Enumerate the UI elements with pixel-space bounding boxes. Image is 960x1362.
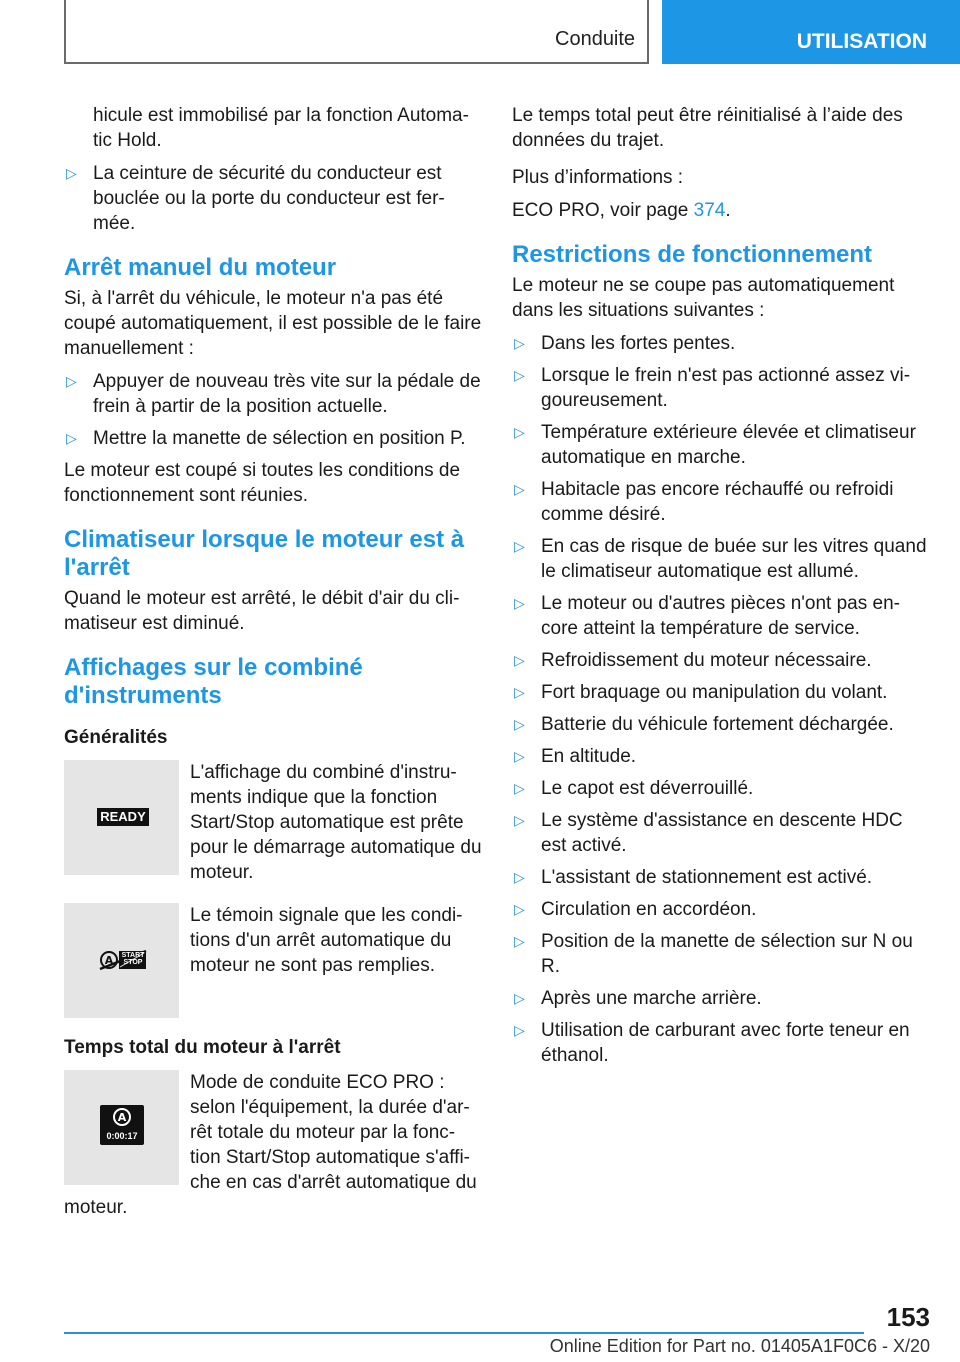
list-item: ▷ Le capot est déverrouillé. [514, 778, 754, 799]
paragraph: Quand le moteur est arrêté, le débit d'air du cli‐matiseur est diminué. [64, 588, 460, 634]
ready-label: READY [97, 808, 149, 826]
list-item: ▷ L'assistant de stationnement est activé. [514, 867, 873, 888]
timer-value: 0:00:17 [106, 1131, 138, 1141]
heading-climatiseur: Climatiseur lorsque le moteur est à l'arrêt [64, 526, 465, 581]
subheading-temps-total: Temps total du moteur à l'arrêt [64, 1037, 341, 1058]
header-section: Conduite [555, 28, 636, 50]
paragraph: Si, à l'arrêt du véhicule, le moteur n'a pas été coupé automatiquement, il est possible de le faire manuellement : [64, 288, 482, 359]
bullet-triangle-icon: ▷ [514, 748, 525, 764]
footer-rule [64, 1332, 864, 1334]
list-item: ▷ Mettre la manette de sélection en position P. [66, 428, 466, 449]
list-item: ▷ La ceinture de sécurité du conducteur est bouclée ou la porte du conducteur est fer‐mée. [66, 163, 445, 234]
figure-caption-tail: moteur. [64, 1197, 128, 1218]
bullet-triangle-icon: ▷ [66, 165, 77, 181]
page-link-374[interactable]: 374 [693, 200, 726, 221]
bullet-triangle-icon: ▷ [514, 812, 525, 828]
figure-caption: Le témoin signale que les condi‐tions d'un arrêt automatique du moteur ne sont pas remplies. [190, 905, 463, 976]
bullet-triangle-icon: ▷ [514, 901, 525, 917]
continuation-list [64, 161, 482, 236]
list-item: ▷ Utilisation de carburant avec forte teneur en éthanol. [514, 1020, 910, 1066]
figure-caption: Mode de conduite ECO PRO : selon l'équipement, la durée d'ar‐rêt totale du moteur par la fonc‐tion Start/Stop automatique s'affi‐che en cas d'arrêt automatique du [190, 1072, 477, 1193]
list-item: ▷ Dans les fortes pentes. [514, 333, 736, 354]
list-item: ▷ En altitude. [514, 746, 637, 767]
left-column [64, 103, 482, 1228]
paragraph: Le moteur ne se coupe pas automatiquement dans les situations suivantes : [512, 275, 895, 321]
svg-text:A: A [117, 1111, 127, 1124]
list-item: ▷ Appuyer de nouveau très vite sur la pédale de frein à partir de la position actuelle. [66, 371, 481, 417]
list-item: ▷ Température extérieure élevée et climatiseur automatique en marche. [514, 422, 916, 468]
list-item: ▷ Fort braquage ou manipulation du volant. [514, 682, 888, 703]
auto-start-stop-icon [100, 1105, 144, 1131]
bullet-triangle-icon: ▷ [514, 335, 525, 351]
bullet-triangle-icon: ▷ [66, 430, 77, 446]
figure-caption: L'affichage du combiné d'instru‐ments indique que la fonction Start/Stop automatique est prête pour le démarrage automatique du moteur. [190, 762, 482, 883]
bullet-triangle-icon: ▷ [514, 595, 525, 611]
eco-timer-image [64, 1070, 179, 1185]
bullet-triangle-icon: ▷ [514, 716, 525, 732]
heading-arret-manuel: Arrêt manuel du moteur [64, 254, 337, 281]
bullet-triangle-icon: ▷ [514, 538, 525, 554]
paragraph: Plus d’informations : [512, 167, 684, 188]
list-item: ▷ Circulation en accordéon. [514, 899, 757, 920]
paragraph-eco-ref: ECO PRO, voir page 374. [512, 200, 731, 221]
footer-edition: Online Edition for Part no. 01405A1F0C6 - X/20 [549, 1336, 930, 1356]
list-item: ▷ Batterie du véhicule fortement déchargée. [514, 714, 894, 735]
list-item: ▷ Le système d'assistance en descente HDC est activé. [514, 810, 903, 856]
subheading-generalites: Généralités [64, 727, 168, 748]
figure-start-stop [64, 903, 482, 1018]
paragraph: Le moteur est coupé si toutes les conditions de fonctionnement sont réunies. [64, 460, 461, 506]
bullet-triangle-icon: ▷ [514, 424, 525, 440]
start-stop-label: START STOP [121, 952, 145, 966]
bullet-triangle-icon: ▷ [514, 652, 525, 668]
list-item: ▷ En cas de risque de buée sur les vitres quand le climatiseur automatique est allumé. [514, 536, 927, 582]
bullet-triangle-icon: ▷ [514, 933, 525, 949]
list-item: ▷ Position de la manette de sélection sur N ou R. [514, 931, 913, 977]
header-chapter-tab: UTILISATION [662, 0, 960, 64]
paragraph: Le temps total peut être réinitialisé à l’aide des données du trajet. [512, 105, 903, 151]
bullet-triangle-icon: ▷ [514, 1022, 525, 1038]
bullet-triangle-icon: ▷ [514, 481, 525, 497]
svg-text:A: A [104, 954, 114, 967]
bullet-triangle-icon: ▷ [514, 367, 525, 383]
timer-display-icon [100, 1105, 144, 1145]
restrictions-list [512, 331, 932, 1068]
figure-timer [64, 1070, 482, 1195]
list-item: ▷ Refroidissement du moteur nécessaire. [514, 650, 872, 671]
bullet-triangle-icon: ▷ [514, 684, 525, 700]
list-item: ▷ Habitacle pas encore réchauffé ou refroidi comme désiré. [514, 479, 894, 525]
bullet-triangle-icon: ▷ [514, 780, 525, 796]
heading-affichages: Affichages sur le combiné d'instruments [64, 654, 363, 709]
bullet-triangle-icon: ▷ [514, 869, 525, 885]
list-item: ▷ Lorsque le frein n'est pas actionné assez vi‐goureusement. [514, 365, 911, 411]
bullet-triangle-icon: ▷ [514, 990, 525, 1006]
right-column [512, 103, 932, 1075]
manuel-list [64, 369, 482, 451]
start-stop-warning-image [64, 903, 179, 1018]
page-number: 153 [886, 1302, 930, 1332]
list-item: ▷ Le moteur ou d'autres pièces n'ont pas en‐core atteint la température de service. [514, 593, 900, 639]
continuation-text: hicule est immobilisé par la fonction Automa‐tic Hold. [93, 105, 469, 151]
list-item: ▷ Après une marche arrière. [514, 988, 762, 1009]
bullet-triangle-icon: ▷ [66, 373, 77, 389]
ready-indicator-image [64, 760, 179, 875]
heading-restrictions: Restrictions de fonctionnement [512, 241, 873, 268]
figure-ready [64, 760, 482, 885]
